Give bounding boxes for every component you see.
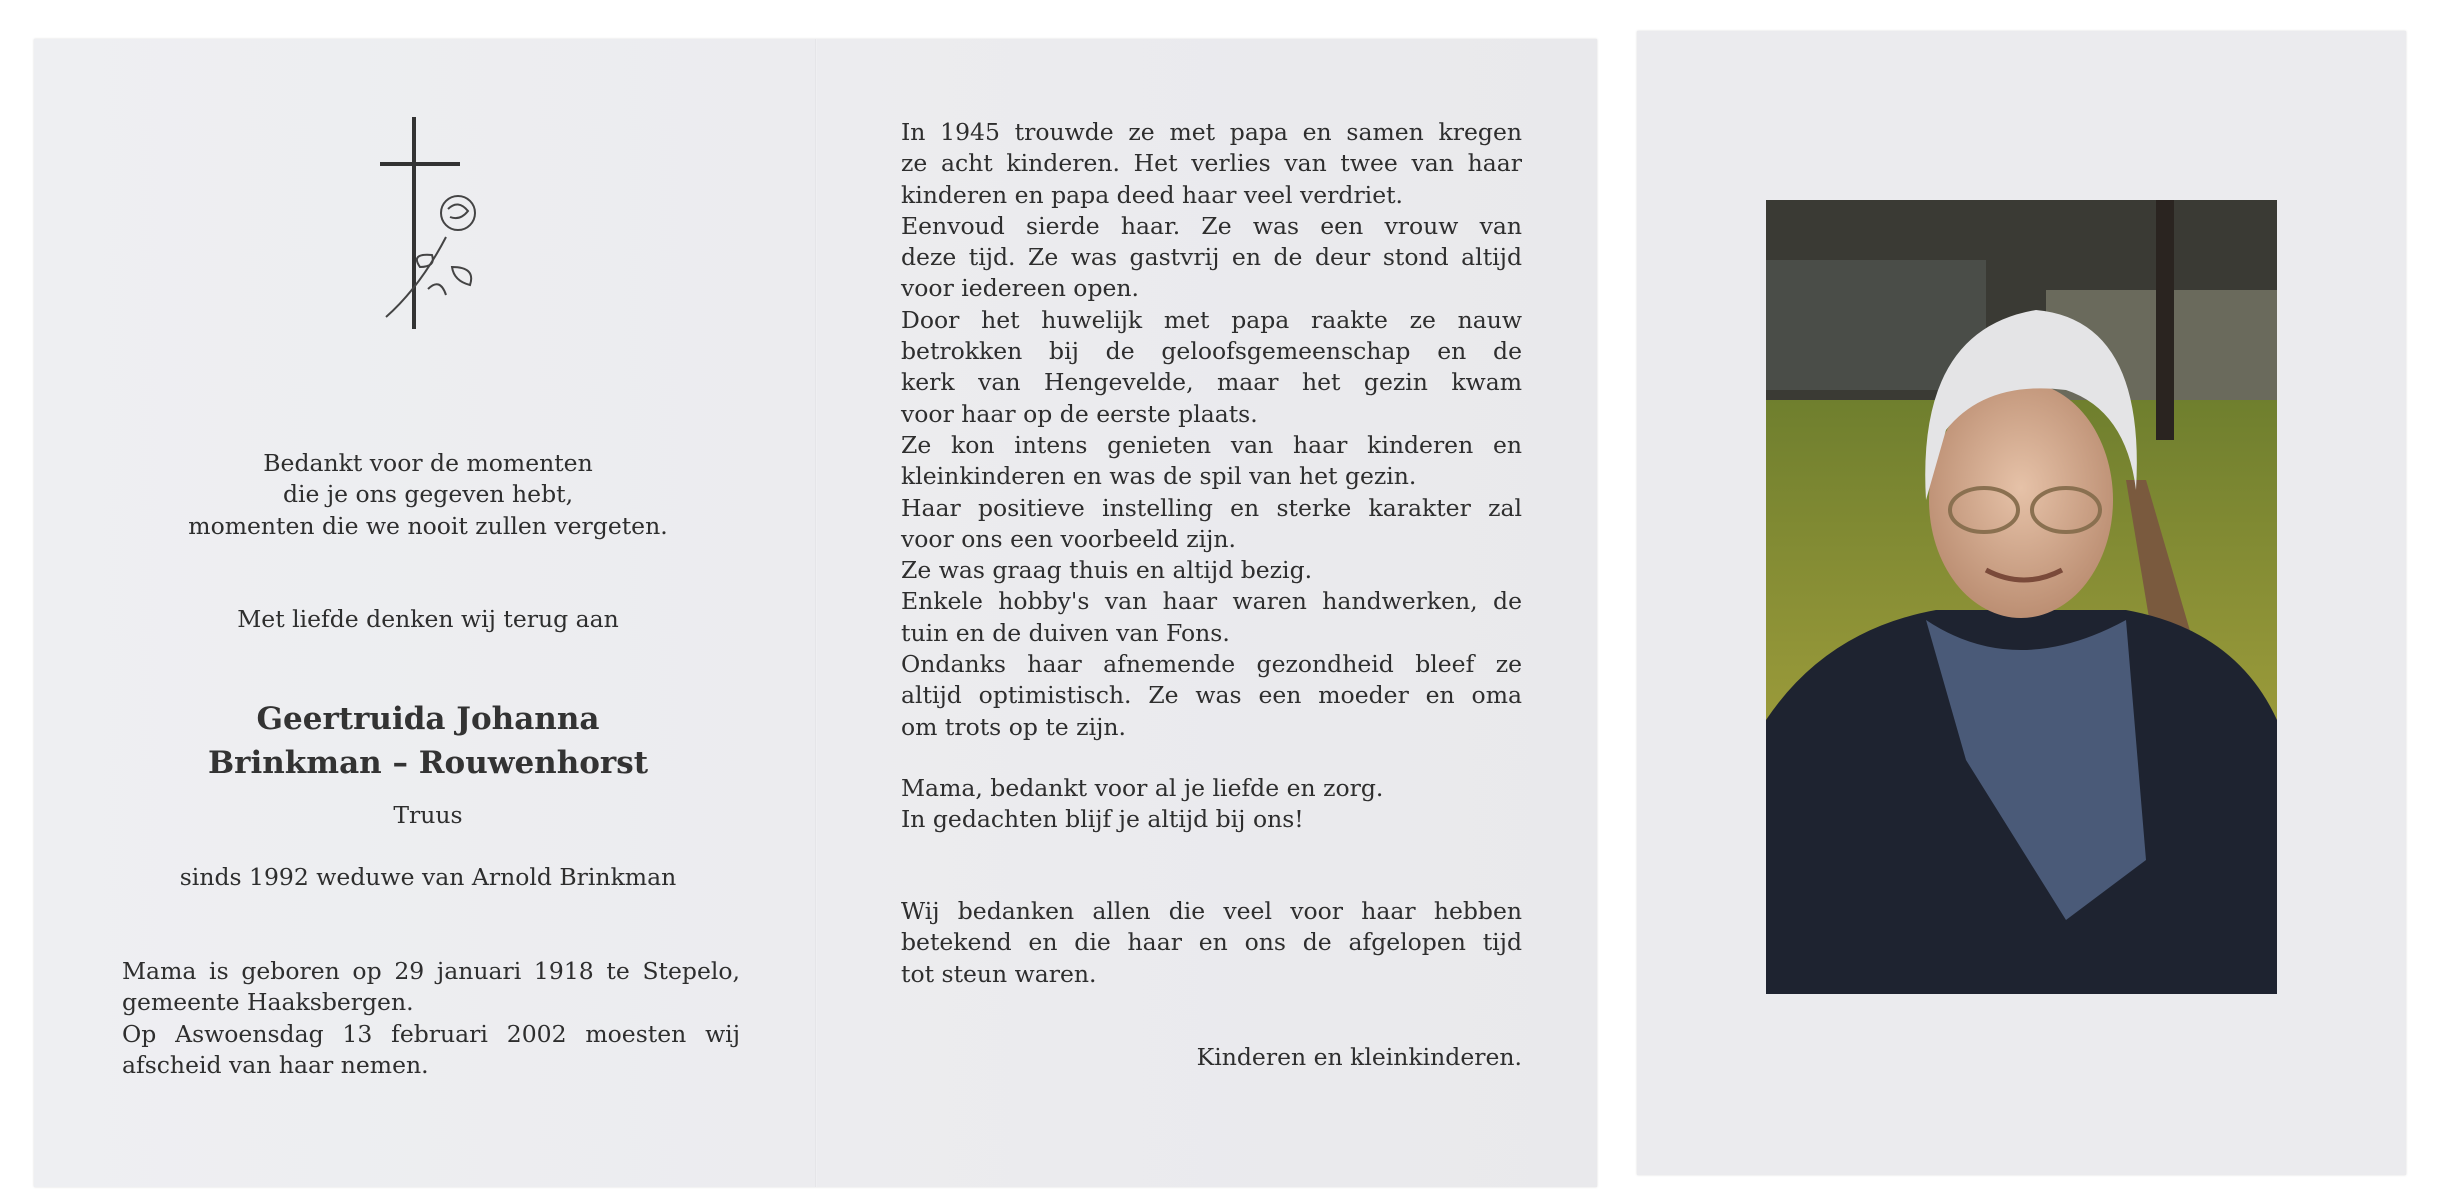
story-line: Eenvoud sierde haar. Ze was een vrouw van: [901, 211, 1522, 240]
widow-line: sinds 1992 weduwe van Arnold Brinkman: [179, 863, 677, 891]
poem-line: die je ons gegeven hebt,: [282, 480, 574, 509]
story-line: om trots op te zijn.: [901, 712, 1126, 741]
bio-line: Mama is geboren op 29 januari 1918 te Stepelo,: [122, 957, 740, 985]
fold-line: [815, 39, 817, 1187]
nickname: Truus: [393, 801, 463, 829]
life-story: [901, 117, 1522, 743]
biography: [122, 956, 740, 1081]
story-line: Door het huwelijk met papa raakte ze nauw: [901, 305, 1522, 334]
bio-line: gemeente Haaksbergen.: [122, 988, 414, 1017]
signature: Kinderen en kleinkinderen.: [1196, 1043, 1522, 1071]
memorial-card-photo-side: [1637, 31, 2406, 1175]
bio-line: afscheid van haar nemen.: [122, 1050, 429, 1079]
farewell-text: [901, 773, 1522, 836]
bio-line: Op Aswoensdag 13 februari 2002 moesten wij: [122, 1019, 740, 1048]
thanks-text: [901, 896, 1522, 990]
farewell-line: Mama, bedankt voor al je liefde en zorg.: [901, 774, 1384, 802]
poem: [128, 448, 728, 542]
portrait-photo: [1766, 200, 2277, 994]
story-line: Ondanks haar afnemende gezondheid bleef ze: [901, 650, 1522, 679]
thanks-line: tot steun waren.: [901, 959, 1097, 988]
story-line: kinderen en papa deed haar veel verdriet.: [901, 180, 1404, 209]
cross-with-rose-icon: [380, 117, 490, 329]
name-line-2: Brinkman – Rouwenhorst: [207, 745, 649, 781]
story-line: kleinkinderen en was de spil van het gezin.: [901, 462, 1417, 491]
thanks-line: Wij bedanken allen die veel voor haar hebben: [901, 897, 1522, 925]
poem-line: momenten die we nooit zullen vergeten.: [188, 511, 668, 540]
story-line: In 1945 trouwde ze met papa en samen kregen: [901, 118, 1522, 146]
memorial-card-inside: [34, 39, 1597, 1187]
story-line: altijd optimistisch. Ze was een moeder en oma: [901, 681, 1522, 710]
story-line: deze tijd. Ze was gastvrij en de deur stond altijd: [901, 243, 1522, 272]
story-line: voor haar op de eerste plaats.: [901, 399, 1258, 428]
poem-line: Bedankt voor de momenten: [263, 449, 593, 477]
deceased-name: [78, 697, 778, 785]
story-line: Ze was graag thuis en altijd bezig.: [901, 556, 1313, 585]
story-line: ze acht kinderen. Het verlies van twee van haar: [901, 149, 1522, 178]
story-line: kerk van Hengevelde, maar het gezin kwam: [901, 368, 1522, 397]
story-line: voor ons een voorbeeld zijn.: [901, 524, 1236, 553]
story-line: Haar positieve instelling en sterke karakter zal: [901, 493, 1522, 522]
story-line: voor iedereen open.: [901, 274, 1140, 303]
intro-text: Met liefde denken wij terug aan: [237, 605, 619, 633]
farewell-line: In gedachten blijf je altijd bij ons!: [901, 805, 1304, 834]
story-line: tuin en de duiven van Fons.: [901, 618, 1230, 647]
name-line-1: Geertruida Johanna: [256, 701, 600, 737]
story-line: Enkele hobby's van haar waren handwerken, de: [901, 587, 1522, 616]
story-line: betrokken bij de geloofsgemeenschap en de: [901, 337, 1522, 366]
thanks-line: betekend en die haar en ons de afgelopen tijd: [901, 928, 1522, 957]
story-line: Ze kon intens genieten van haar kinderen en: [901, 430, 1522, 459]
